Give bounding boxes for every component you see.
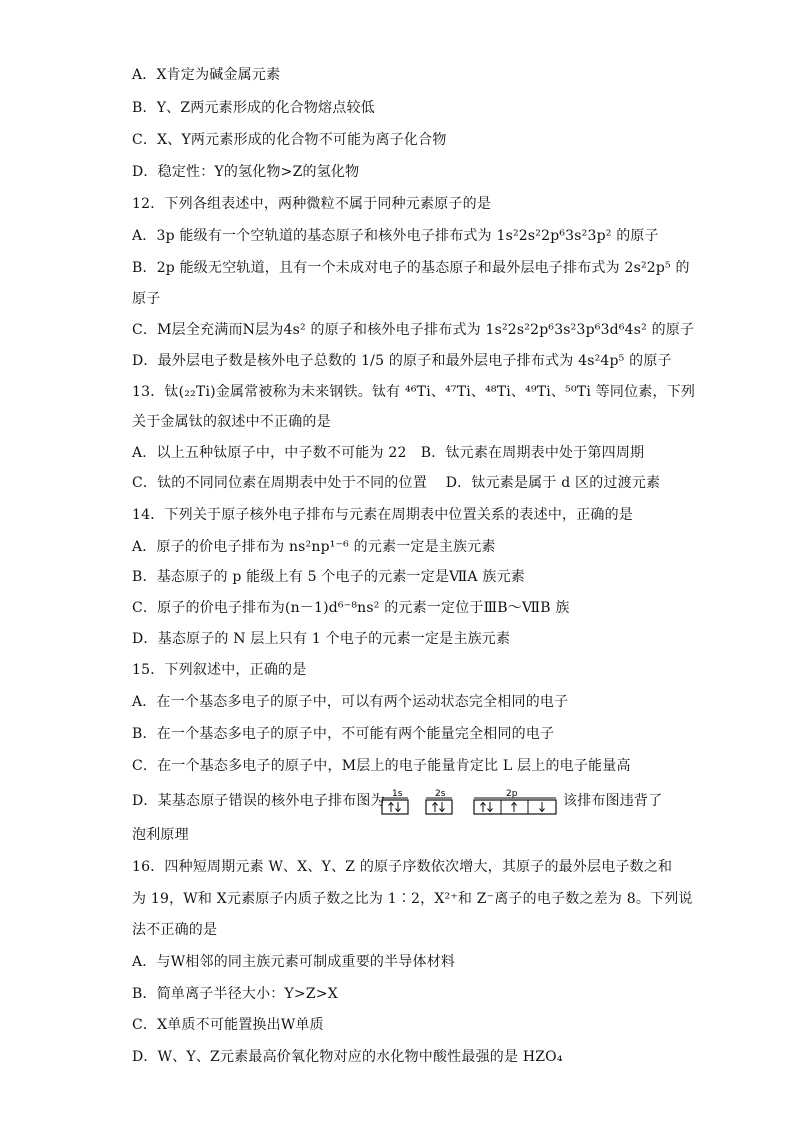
option-16b: B．简单离子半径大小：Y>Z>X bbox=[132, 986, 338, 1002]
option-14a: A．原子的价电子排布为 ns²np¹⁻⁶ 的元素一定是主族元素 bbox=[132, 539, 496, 555]
option-12d: D．最外层电子数是核外电子总数的 1/5 的原子和最外层电子排布式为 4s²4p⁵ 的原子 bbox=[132, 353, 672, 369]
question-13: 13．钛(₂₂Ti)金属常被称为未来钢铁。钛有 ⁴⁶Ti、⁴⁷Ti、⁴⁸Ti、⁴⁹Ti、⁵⁰Ti 等同位素，下列 bbox=[132, 384, 696, 400]
electron-arrows-2p-1 bbox=[481, 802, 493, 812]
orbital-box-2p bbox=[474, 800, 556, 814]
option-13ab: A．以上五种钛原子中，中子数不可能为 22 B．钛元素在周期表中处于第四周期 bbox=[132, 445, 645, 461]
option-11b: B．Y、Z两元素形成的化合物熔点较低 bbox=[132, 100, 375, 116]
question-16-cont2: 法不正确的是 bbox=[132, 922, 218, 938]
question-14: 14．下列关于原子核外电子排布与元素在周期表中位置关系的表述中，正确的是 bbox=[132, 507, 634, 523]
option-14c: C．原子的价电子排布为(n－1)d⁶⁻⁸ns² 的元素一定位于ⅢB～ⅦB 族 bbox=[132, 600, 570, 616]
option-16a: A．与W相邻的同主族元素可制成重要的半导体材料 bbox=[132, 954, 456, 970]
option-15d: D．某基态原子错误的核外电子排布图为 bbox=[132, 793, 385, 809]
option-15c: C．在一个基态多电子的原子中，M层上的电子能量肯定比 L 层上的电子能量高 bbox=[132, 758, 631, 774]
option-16d: D．W、Y、Z元素最高价氧化物对应的水化物中酸性最强的是 HZO₄ bbox=[132, 1049, 563, 1065]
option-15a: A．在一个基态多电子的原子中，可以有两个运动状态完全相同的电子 bbox=[132, 694, 569, 710]
orbital-diagram bbox=[378, 788, 560, 818]
option-12a: A．3p 能级有一个空轨道的基态原子和核外电子排布式为 1s²2s²2p⁶3s²3p² 的原子 bbox=[132, 228, 659, 244]
question-13-cont: 关于金属钛的叙述中不正确的是 bbox=[132, 414, 331, 430]
option-11a: A．X肯定为碱金属元素 bbox=[132, 67, 281, 83]
electron-arrows-2p-2 bbox=[512, 803, 517, 813]
option-15b: B．在一个基态多电子的原子中，不可能有两个能量完全相同的电子 bbox=[132, 726, 555, 742]
option-12c: C．M层全充满而N层为4s² 的原子和核外电子排布式为 1s²2s²2p⁶3s²3p⁶3d⁶4s² 的原子 bbox=[132, 322, 695, 338]
option-11c: C．X、Y两元素形成的化合物不可能为离子化合物 bbox=[132, 132, 447, 148]
option-16c: C．X单质不可能置换出W单质 bbox=[132, 1017, 324, 1033]
orbital-box-2s bbox=[426, 800, 452, 814]
electron-arrows-2p-3 bbox=[540, 802, 545, 812]
option-12b-cont: 原子 bbox=[132, 291, 161, 307]
electron-arrows-1s bbox=[389, 802, 401, 812]
question-15: 15．下列叙述中，正确的是 bbox=[132, 662, 307, 678]
option-14d: D．基态原子的 N 层上只有 1 个电子的元素一定是主族元素 bbox=[132, 631, 511, 647]
orbital-label-2s: 2s bbox=[435, 789, 446, 799]
electron-arrows-2s bbox=[433, 802, 445, 812]
orbital-box-1s bbox=[382, 800, 408, 814]
question-16-cont1: 为 19，W和 X元素原子内质子数之比为 1∶2，X²⁺和 Z⁻离子的电子数之差为 8。下列说 bbox=[132, 891, 693, 907]
option-14b: B．基态原子的 p 能级上有 5 个电子的元素一定是ⅦA 族元素 bbox=[132, 569, 525, 585]
question-16: 16．四种短周期元素 W、X、Y、Z 的原子序数依次增大，其原子的最外层电子数之和 bbox=[132, 859, 673, 875]
question-12: 12．下列各组表述中，两种微粒不属于同种元素原子的是 bbox=[132, 196, 492, 212]
option-12b: B．2p 能级无空轨道，且有一个未成对电子的基态原子和最外层电子排布式为 2s²2p⁵ 的 bbox=[132, 260, 690, 276]
option-15d-cont: 泡利原理 bbox=[132, 827, 189, 843]
orbital-label-2p: 2p bbox=[506, 789, 518, 799]
option-15d-tail: 该排布图违背了 bbox=[563, 793, 663, 809]
option-13cd: C．钛的不同同位素在周期表中处于不同的位置 D．钛元素是属于 d 区的过渡元素 bbox=[132, 475, 661, 491]
orbital-label-1s: 1s bbox=[392, 789, 403, 799]
option-11d: D．稳定性：Y的氢化物>Z的氢化物 bbox=[132, 164, 360, 180]
